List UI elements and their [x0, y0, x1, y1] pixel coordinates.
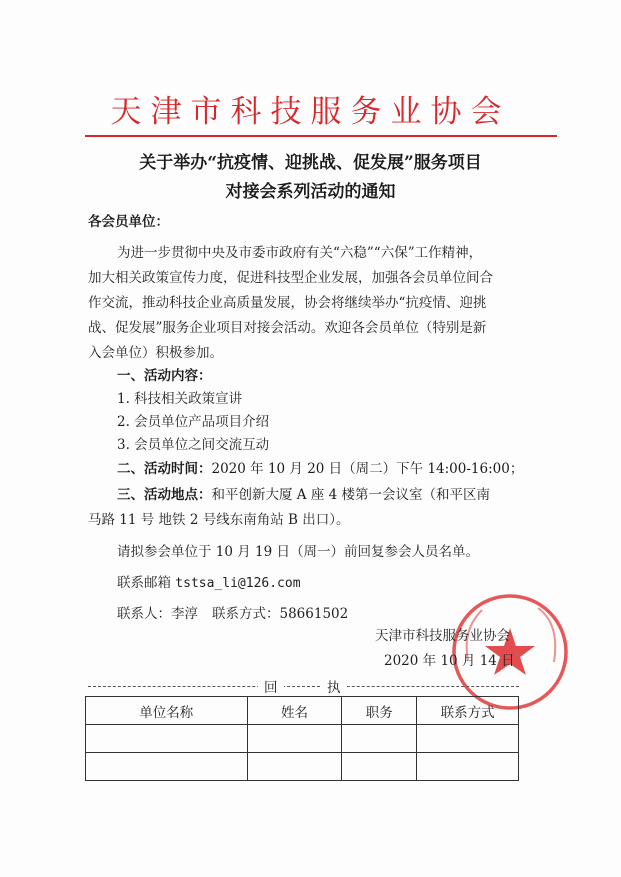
email-line	[117, 571, 301, 591]
receipt-label-right: 执	[321, 676, 347, 696]
intro-line: 入会单位）积极参加。	[88, 345, 223, 361]
contact-method-label: 联系方式：	[212, 606, 280, 622]
signature-date: 2020 年 10 月 14 日	[384, 653, 515, 669]
receipt-cell	[342, 725, 417, 753]
section1-item: 3. 会员单位之间交流互动	[117, 437, 270, 453]
receipt-table	[85, 696, 519, 781]
contact-phone: 58661502	[279, 606, 349, 622]
section1-item: 2. 会员单位产品项目介绍	[117, 414, 270, 430]
intro-line: 作交流，推动科技企业高质量发展，协会将继续举办“抗疫情、迎挑	[88, 295, 487, 311]
contact-line	[117, 602, 348, 622]
contact-name: 李淳	[171, 606, 198, 622]
receipt-header-cell: 单位名称	[86, 697, 248, 725]
intro-line: 加大相关政策宣传力度，促进科技型企业发展，加强各会员单位间合	[88, 270, 493, 286]
receipt-cell	[417, 725, 519, 753]
contact-label: 联系人：	[117, 606, 171, 622]
receipt-cell	[247, 725, 342, 753]
receipt-cell	[247, 753, 342, 781]
email-label: 联系邮箱	[117, 575, 176, 591]
section1-heading: 一、活动内容：	[117, 368, 212, 384]
letterhead-divider	[85, 135, 557, 137]
intro-line: 为进一步贯彻中央及市委市政府有关“六稳”“六保”工作精神，	[117, 245, 483, 261]
notice-title-line1: 关于举办“抗疫情、迎挑战、促发展”服务项目	[139, 153, 482, 173]
receipt-cell	[342, 753, 417, 781]
email-address: tstsa_li@126.com	[175, 576, 301, 591]
salutation: 各会员单位：	[88, 214, 169, 230]
section3-heading: 三、活动地点：	[117, 487, 212, 503]
section3-value-line1: 和平创新大厦 A 座 4 楼第一会议室（和平区南	[211, 487, 491, 503]
receipt-divider	[88, 686, 519, 687]
receipt-cell	[86, 753, 248, 781]
section1-item: 1. 科技相关政策宣讲	[117, 391, 243, 407]
receipt-cell	[86, 725, 248, 753]
signature-org: 天津市科技服务业协会	[375, 628, 510, 644]
letterhead-org-name: 天津市科技服务业协会	[110, 94, 511, 130]
section3	[117, 483, 490, 503]
receipt-header-cell: 姓名	[247, 697, 342, 725]
notice-title-line2: 对接会系列活动的通知	[225, 182, 396, 202]
receipt-cell	[417, 753, 519, 781]
intro-line: 战、促发展”服务企业项目对接会活动。欢迎各会员单位（特别是新	[88, 320, 487, 336]
receipt-row	[86, 725, 519, 753]
receipt-header-cell: 联系方式	[417, 697, 519, 725]
section3-value-line2: 马路 11 号 地铁 2 号线东南角站 B 出口）。	[88, 512, 350, 528]
receipt-label-left: 回	[258, 676, 284, 696]
rsvp-note: 请拟参会单位于 10 月 19 日（周一）前回复参会人员名单。	[117, 544, 480, 560]
receipt-row	[86, 753, 519, 781]
section2	[117, 457, 523, 477]
section2-value: 2020 年 10 月 20 日（周二）下午 14:00-16:00；	[211, 461, 524, 477]
receipt-header-row	[86, 697, 519, 725]
receipt-header-cell: 职务	[342, 697, 417, 725]
section2-heading: 二、活动时间：	[117, 461, 212, 477]
